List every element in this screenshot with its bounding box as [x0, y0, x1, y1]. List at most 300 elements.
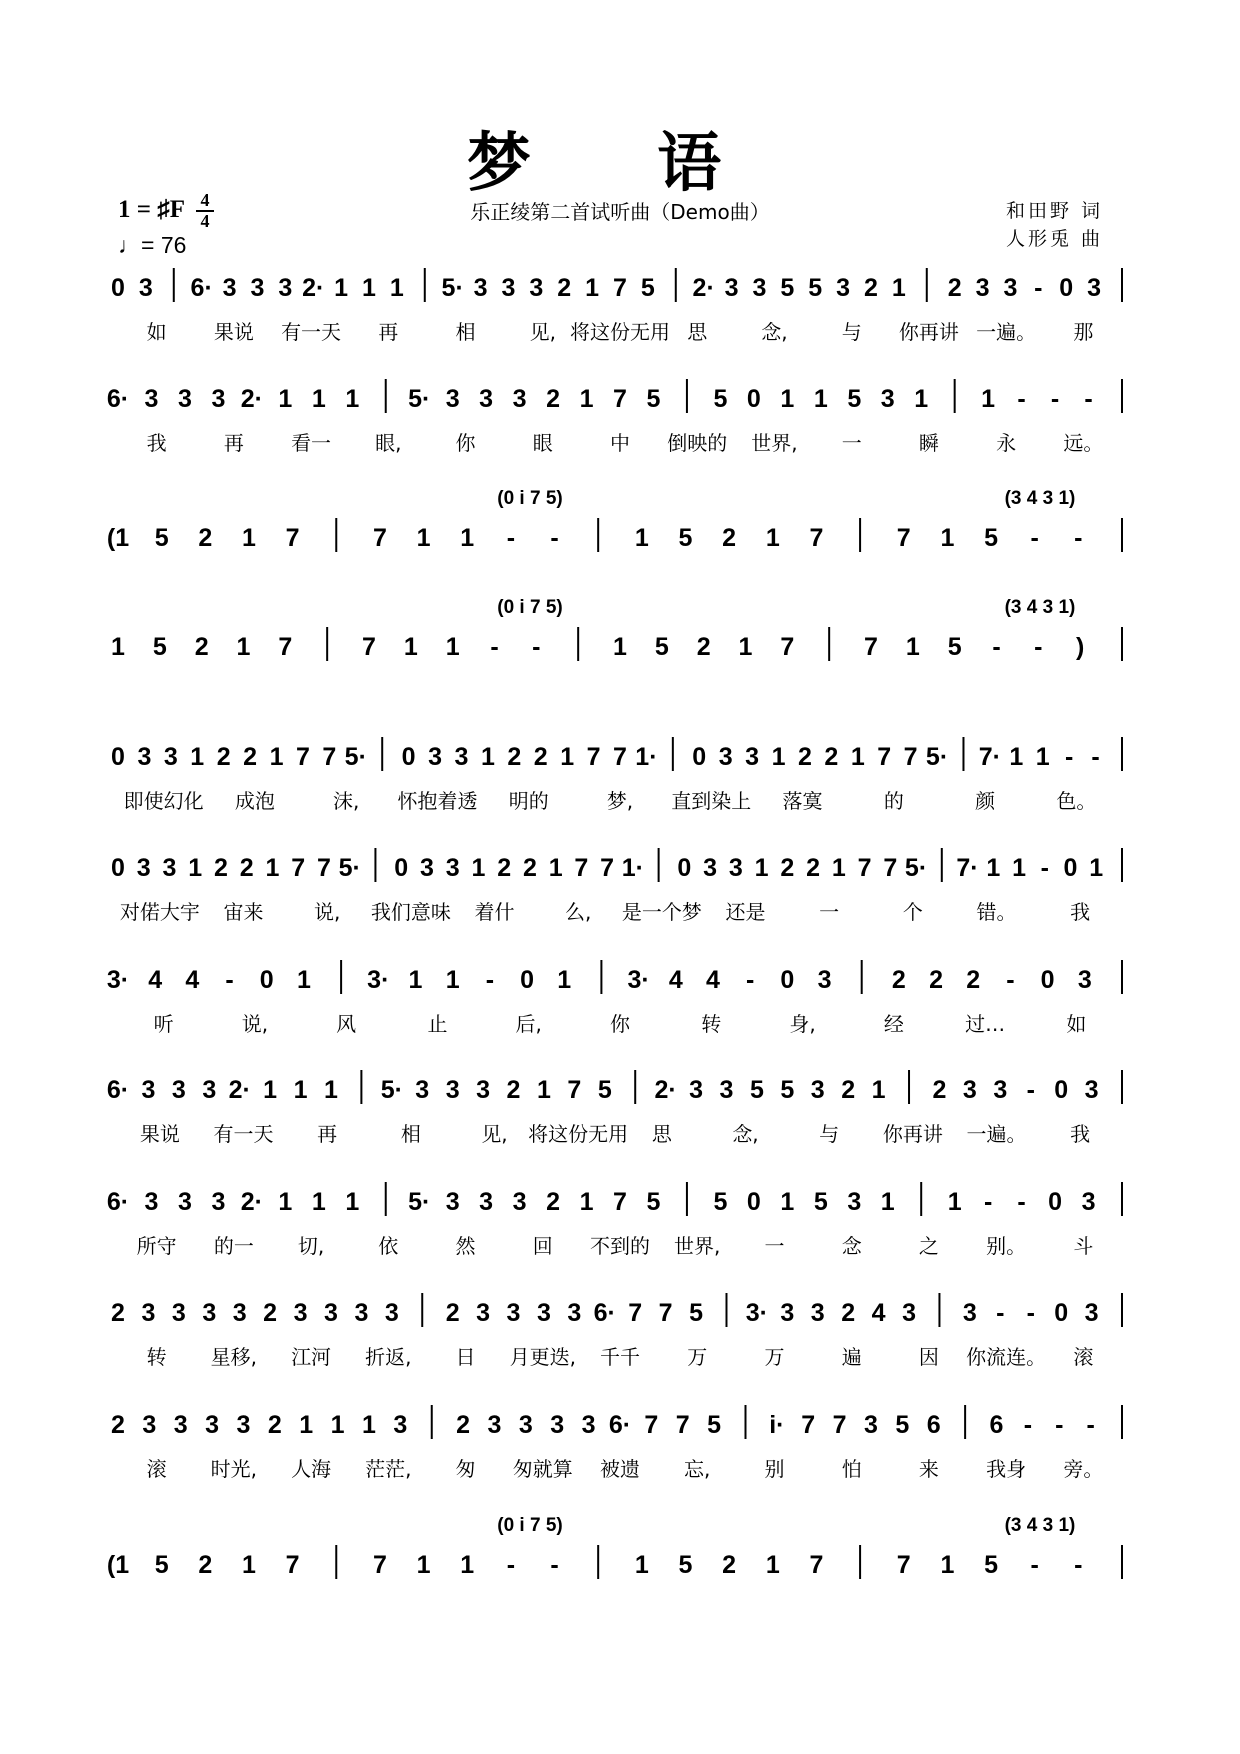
- note: 0: [394, 854, 409, 882]
- note: 2: [506, 1076, 521, 1104]
- lyric-syllable: 世界,: [674, 1234, 721, 1258]
- lyric-syllable: 滚: [146, 1457, 167, 1481]
- lyric-syllable: 听: [153, 1012, 174, 1036]
- lyric-syllable: 折返,: [365, 1345, 412, 1369]
- note: 7: [801, 1411, 816, 1439]
- note: 5: [597, 1076, 612, 1104]
- note: 5·: [925, 743, 949, 771]
- lyric-syllable: 怕: [841, 1457, 862, 1481]
- note: 2: [806, 854, 821, 882]
- note: 0: [1054, 1076, 1069, 1104]
- note: 7: [883, 854, 898, 882]
- lyric-syllable: 么,: [564, 900, 592, 924]
- note: 1: [445, 633, 460, 661]
- lyric-syllable: 旁。: [1063, 1457, 1104, 1481]
- note: 1: [765, 1551, 780, 1579]
- note: 6·: [106, 385, 130, 413]
- note: 7: [285, 1551, 300, 1579]
- note: 7: [372, 524, 387, 552]
- lyric-syllable: 星移,: [210, 1345, 258, 1369]
- note: 2: [263, 1299, 278, 1327]
- note: 1: [296, 966, 311, 994]
- note: 7: [291, 854, 306, 882]
- lyric-syllable: 色。: [1056, 789, 1097, 813]
- lyric-syllable: 我: [146, 431, 167, 455]
- lyric-syllable: 错。: [976, 900, 1017, 924]
- lyric-syllable: 倒映的: [667, 431, 728, 455]
- note: 7: [362, 633, 376, 661]
- note: -: [1064, 743, 1074, 771]
- note: 6·: [106, 1076, 130, 1104]
- note: 3: [993, 1076, 1008, 1104]
- note: 2: [932, 1076, 947, 1104]
- note: 1: [1009, 743, 1024, 771]
- composer-credit: 人形兎 曲: [1006, 228, 1104, 250]
- lyric-syllable: 过…: [965, 1012, 1006, 1036]
- note: -: [992, 633, 1001, 661]
- lyric-syllable: 时光,: [210, 1457, 258, 1481]
- note: 1: [871, 1076, 886, 1104]
- note: 3: [780, 1299, 795, 1327]
- note: 1: [345, 1188, 360, 1216]
- note: 2: [864, 274, 878, 302]
- lyric-syllable: 万: [764, 1345, 785, 1369]
- note: -: [1074, 524, 1083, 552]
- note: 3: [232, 1299, 247, 1327]
- note: 3: [512, 385, 527, 413]
- note: 3: [419, 854, 434, 882]
- note: 3: [177, 385, 192, 413]
- note: 3: [1003, 274, 1018, 302]
- note: 1: [263, 1076, 278, 1104]
- lyric-syllable: 所守: [136, 1234, 177, 1258]
- note: 1: [560, 743, 575, 771]
- note: 1: [299, 1411, 314, 1439]
- lyric-syllable: 相: [400, 1122, 421, 1146]
- lyric-syllable: 相: [455, 320, 476, 344]
- fill-in-notes: (3 4 3 1): [1004, 1515, 1076, 1536]
- note: 1: [634, 1551, 649, 1579]
- note: 3: [202, 1076, 217, 1104]
- note: 5: [654, 633, 669, 661]
- lyric-syllable: 你再讲: [898, 320, 959, 344]
- note: 3: [473, 274, 488, 302]
- note: 1: [986, 854, 1001, 882]
- lyric-syllable: 如: [146, 320, 167, 344]
- note: 0: [780, 966, 795, 994]
- note: -: [1034, 633, 1043, 661]
- lyric-syllable: 世界,: [751, 431, 798, 455]
- lyric-syllable: 有一天: [213, 1122, 274, 1146]
- note: 2: [797, 743, 812, 771]
- note: 1: [190, 743, 205, 771]
- lyric-syllable: 说,: [313, 900, 341, 924]
- note: 1: [311, 1188, 326, 1216]
- note: 7: [675, 1411, 690, 1439]
- lyric-syllable: 看一: [291, 431, 332, 455]
- note: 3: [1087, 274, 1102, 302]
- note: 1: [891, 274, 906, 302]
- lyric-syllable: 然: [455, 1234, 476, 1258]
- note: 2: [929, 966, 944, 994]
- note: 5: [678, 524, 693, 552]
- note: 3: [144, 1188, 159, 1216]
- note: 2: [891, 966, 906, 994]
- note: 5: [152, 633, 167, 661]
- note: -: [1023, 1411, 1033, 1439]
- note: 1: [416, 1551, 431, 1579]
- note: 7: [567, 1076, 582, 1104]
- note: 1: [242, 1551, 256, 1579]
- note: 1: [403, 633, 418, 661]
- note: 5: [984, 524, 998, 552]
- note: 1: [880, 1188, 895, 1216]
- lyric-syllable: 再: [317, 1122, 338, 1146]
- note: 3: [202, 1299, 217, 1327]
- note: 6·: [190, 274, 213, 302]
- note: 7: [600, 854, 615, 882]
- note: 2: [696, 633, 711, 661]
- lyric-syllable: 思: [651, 1122, 672, 1146]
- note: 3·: [745, 1299, 769, 1327]
- note: 1: [345, 385, 360, 413]
- note: 2: [198, 1551, 213, 1579]
- time-signature-top: 4: [200, 190, 210, 210]
- note: 0: [746, 1188, 761, 1216]
- note: 2: [722, 1551, 737, 1579]
- note: 1: [311, 385, 326, 413]
- note: -: [745, 966, 755, 994]
- note: 7: [613, 743, 627, 771]
- note: 1: [940, 524, 955, 552]
- lyric-syllable: 果说: [213, 320, 254, 344]
- note: 1: [334, 274, 349, 302]
- lyric-syllable: 一: [841, 431, 862, 455]
- note: 1·: [621, 854, 644, 882]
- note: 3: [487, 1411, 502, 1439]
- note: 0: [520, 966, 534, 994]
- note: 6·: [593, 1299, 616, 1327]
- lyric-syllable: 身,: [789, 1012, 816, 1036]
- note: 3: [962, 1299, 977, 1327]
- note: -: [1026, 1299, 1035, 1327]
- fill-in-notes: (0 i 7 5): [497, 488, 563, 509]
- note: 3: [836, 274, 851, 302]
- subtitle: 乐正绫第二首试听曲（Demo曲）: [470, 200, 770, 224]
- note: 3: [141, 1076, 156, 1104]
- lyric-syllable: 永: [996, 431, 1017, 455]
- lyric-syllable: 将这份无用: [570, 320, 670, 344]
- note: 1: [242, 524, 256, 552]
- note: 1: [236, 633, 251, 661]
- note: ): [1076, 633, 1085, 661]
- lyric-syllable: 月更迭,: [509, 1345, 576, 1369]
- note: 3: [529, 274, 544, 302]
- note: 2: [267, 1411, 282, 1439]
- lyric-syllable: 忘,: [684, 1457, 711, 1481]
- note: 5: [689, 1299, 704, 1327]
- note: 4: [871, 1299, 886, 1327]
- note: 3: [1084, 1299, 1099, 1327]
- note: 2·: [240, 385, 263, 413]
- note: -: [983, 1188, 993, 1216]
- note: 3: [222, 274, 237, 302]
- lyric-syllable: 成泡: [234, 789, 275, 813]
- note: 3: [1077, 966, 1092, 994]
- note: 1: [408, 966, 423, 994]
- lyric-syllable: 千千: [600, 1345, 640, 1369]
- note: 6·: [608, 1411, 632, 1439]
- note: 2: [497, 854, 512, 882]
- time-signature-bottom: 4: [200, 211, 210, 231]
- note: 1: [831, 854, 846, 882]
- note: -: [1055, 1411, 1064, 1439]
- note: 3: [1084, 1076, 1099, 1104]
- lyric-syllable: 中: [610, 431, 630, 455]
- lyric-syllable: 来: [918, 1457, 939, 1481]
- note: 2: [557, 274, 572, 302]
- lyric-syllable: 梦,: [606, 789, 634, 813]
- lyric-syllable: 茫茫,: [365, 1457, 412, 1481]
- lyric-syllable: 人海: [291, 1457, 332, 1481]
- note: -: [1050, 385, 1060, 413]
- note: -: [1030, 1551, 1039, 1579]
- note: 3: [177, 1188, 192, 1216]
- lyric-syllable: 再: [223, 431, 244, 455]
- note: 1: [265, 854, 280, 882]
- lyric-syllable: 与: [841, 320, 862, 344]
- lyric-syllable: 被遗: [600, 1457, 640, 1481]
- note: 1: [579, 1188, 594, 1216]
- note: 1: [981, 385, 996, 413]
- note: 5: [646, 385, 661, 413]
- note: 0: [1048, 1188, 1063, 1216]
- note: 3: [171, 1076, 186, 1104]
- note: -: [532, 633, 541, 661]
- note: 7·: [978, 743, 1002, 771]
- note: 0: [259, 966, 274, 994]
- note: 1: [389, 274, 404, 302]
- lyric-syllable: 转: [146, 1345, 167, 1369]
- note: 7: [285, 524, 300, 552]
- lyric-syllable: 思: [687, 320, 708, 344]
- note: 2: [722, 524, 737, 552]
- note: -: [1017, 1188, 1026, 1216]
- note: 6: [989, 1411, 1004, 1439]
- note: 1: [585, 274, 600, 302]
- note: 5: [713, 1188, 728, 1216]
- lyric-syllable: 你: [455, 431, 476, 455]
- note: 1: [460, 524, 475, 552]
- lyric-syllable: 见,: [529, 320, 556, 344]
- lyric-syllable: 宙来: [223, 900, 264, 924]
- note: 7: [574, 854, 589, 882]
- note: 7: [644, 1411, 659, 1439]
- note: 3: [393, 1411, 408, 1439]
- lyric-syllable: 我: [1070, 900, 1091, 924]
- note: 3: [142, 1411, 157, 1439]
- note: 2: [841, 1076, 856, 1104]
- note: 3: [567, 1299, 582, 1327]
- note: 1: [362, 274, 376, 302]
- note: 3: [162, 854, 177, 882]
- note: 6: [926, 1411, 941, 1439]
- note: 0: [1054, 1299, 1069, 1327]
- lyric-syllable: 那: [1073, 320, 1094, 344]
- lyric-syllable: 匆就算: [512, 1457, 573, 1481]
- note: 2: [841, 1299, 856, 1327]
- note: 5·: [441, 274, 464, 302]
- lyric-syllable: 你: [610, 1012, 630, 1036]
- note: 2: [824, 743, 839, 771]
- note: 5: [678, 1551, 693, 1579]
- note: 3: [880, 385, 895, 413]
- note: 3: [810, 1299, 825, 1327]
- note: 5·: [338, 854, 361, 882]
- note: -: [1040, 854, 1049, 882]
- lyric-syllable: 怀抱着透: [397, 789, 478, 813]
- note: 1: [579, 385, 594, 413]
- note: 1: [293, 1076, 308, 1104]
- note: 5: [808, 274, 823, 302]
- lyric-syllable: 眼: [532, 431, 553, 455]
- note: -: [1026, 1076, 1035, 1104]
- note: 3: [501, 274, 516, 302]
- note: i·: [769, 1411, 785, 1439]
- note: 3: [476, 1299, 491, 1327]
- note: 3: [550, 1411, 565, 1439]
- note: 5: [895, 1411, 910, 1439]
- lyric-syllable: 我们意味: [370, 900, 451, 924]
- note: 1: [557, 966, 572, 994]
- note: 3: [724, 274, 739, 302]
- note: 0: [401, 743, 416, 771]
- note: 5: [154, 1551, 169, 1579]
- note: -: [485, 966, 495, 994]
- lyric-syllable: 之: [918, 1234, 939, 1258]
- note: 7: [832, 1411, 847, 1439]
- note: 3: [479, 1188, 494, 1216]
- note: 3: [137, 743, 152, 771]
- note: 2: [533, 743, 548, 771]
- note: 2·: [692, 274, 715, 302]
- note: 3: [689, 1076, 704, 1104]
- lyric-syllable: 转: [701, 1012, 722, 1036]
- note: 2: [216, 743, 231, 771]
- note: 0: [1059, 274, 1074, 302]
- note: -: [1017, 385, 1026, 413]
- note: -: [1030, 524, 1039, 552]
- note: 4: [706, 966, 720, 994]
- lyric-syllable: 与: [819, 1122, 840, 1146]
- note: 5·: [408, 1188, 431, 1216]
- note: 2: [947, 274, 962, 302]
- note: -: [1086, 1411, 1095, 1439]
- lyric-syllable: 别: [764, 1457, 785, 1481]
- song-title: 梦 语: [466, 126, 774, 201]
- note: 1: [278, 385, 293, 413]
- lyric-syllable: 见,: [481, 1122, 508, 1146]
- note: 3: [205, 1411, 220, 1439]
- note: 7: [372, 1551, 387, 1579]
- note: 0: [1063, 854, 1078, 882]
- note: 2: [456, 1411, 471, 1439]
- key-signature: 1 = ♯F: [118, 196, 186, 223]
- note: 2·: [240, 1188, 263, 1216]
- note: 3: [479, 385, 494, 413]
- note: 1: [278, 1188, 293, 1216]
- lyric-syllable: 因: [918, 1345, 939, 1369]
- note: 1: [416, 524, 431, 552]
- lyric-syllable: 有一天: [281, 320, 342, 344]
- lyric-syllable: 一遍。: [966, 1122, 1027, 1146]
- lyric-syllable: 再: [378, 320, 399, 344]
- lyric-syllable: 你再讲: [882, 1122, 943, 1146]
- note: 1: [738, 633, 753, 661]
- lyric-syllable: 沫,: [333, 789, 360, 813]
- note: 7: [586, 743, 601, 771]
- lyric-syllable: 滚: [1073, 1345, 1094, 1369]
- note: 3: [728, 854, 743, 882]
- lyric-syllable: 你流连。: [966, 1345, 1047, 1369]
- note: 3: [136, 854, 151, 882]
- note: -: [1034, 274, 1043, 302]
- note: 7: [896, 524, 911, 552]
- note: 3: [518, 1411, 533, 1439]
- note: 3: [236, 1411, 251, 1439]
- note: 5: [707, 1411, 722, 1439]
- note: 3: [211, 1188, 226, 1216]
- note: 7: [658, 1299, 673, 1327]
- note: 7·: [956, 854, 979, 882]
- lyric-syllable: 匆: [455, 1457, 476, 1481]
- note: 1: [905, 633, 920, 661]
- note: 2: [966, 966, 981, 994]
- note: 1: [536, 1076, 551, 1104]
- note: 7: [628, 1299, 643, 1327]
- note: 3·: [627, 966, 650, 994]
- note: (1: [106, 524, 130, 552]
- note: 1: [1035, 743, 1050, 771]
- note: 3·: [106, 966, 130, 994]
- note: 1: [471, 854, 486, 882]
- note: 2: [239, 854, 254, 882]
- note: 5: [780, 1076, 795, 1104]
- note: 3: [581, 1411, 596, 1439]
- note: 0: [111, 274, 125, 302]
- note: 1: [111, 633, 125, 661]
- note: 1: [548, 854, 563, 882]
- note: 7: [809, 524, 824, 552]
- note: 3: [415, 1076, 430, 1104]
- note: 7: [857, 854, 872, 882]
- note: 0: [677, 854, 692, 882]
- note: 3: [144, 385, 159, 413]
- lyricist-credit: 和田野 词: [1006, 200, 1104, 222]
- lyric-syllable: 万: [687, 1345, 708, 1369]
- note: 3: [293, 1299, 308, 1327]
- note: 2: [111, 1299, 125, 1327]
- note: 4: [668, 966, 683, 994]
- lyric-syllable: 止: [427, 1012, 448, 1036]
- note: 7: [780, 633, 795, 661]
- note: 2: [445, 1299, 460, 1327]
- note: 2: [111, 1411, 125, 1439]
- note: 1·: [635, 743, 658, 771]
- note: 1: [1012, 854, 1026, 882]
- lyric-syllable: 落寞: [782, 789, 823, 813]
- note: 3: [975, 274, 990, 302]
